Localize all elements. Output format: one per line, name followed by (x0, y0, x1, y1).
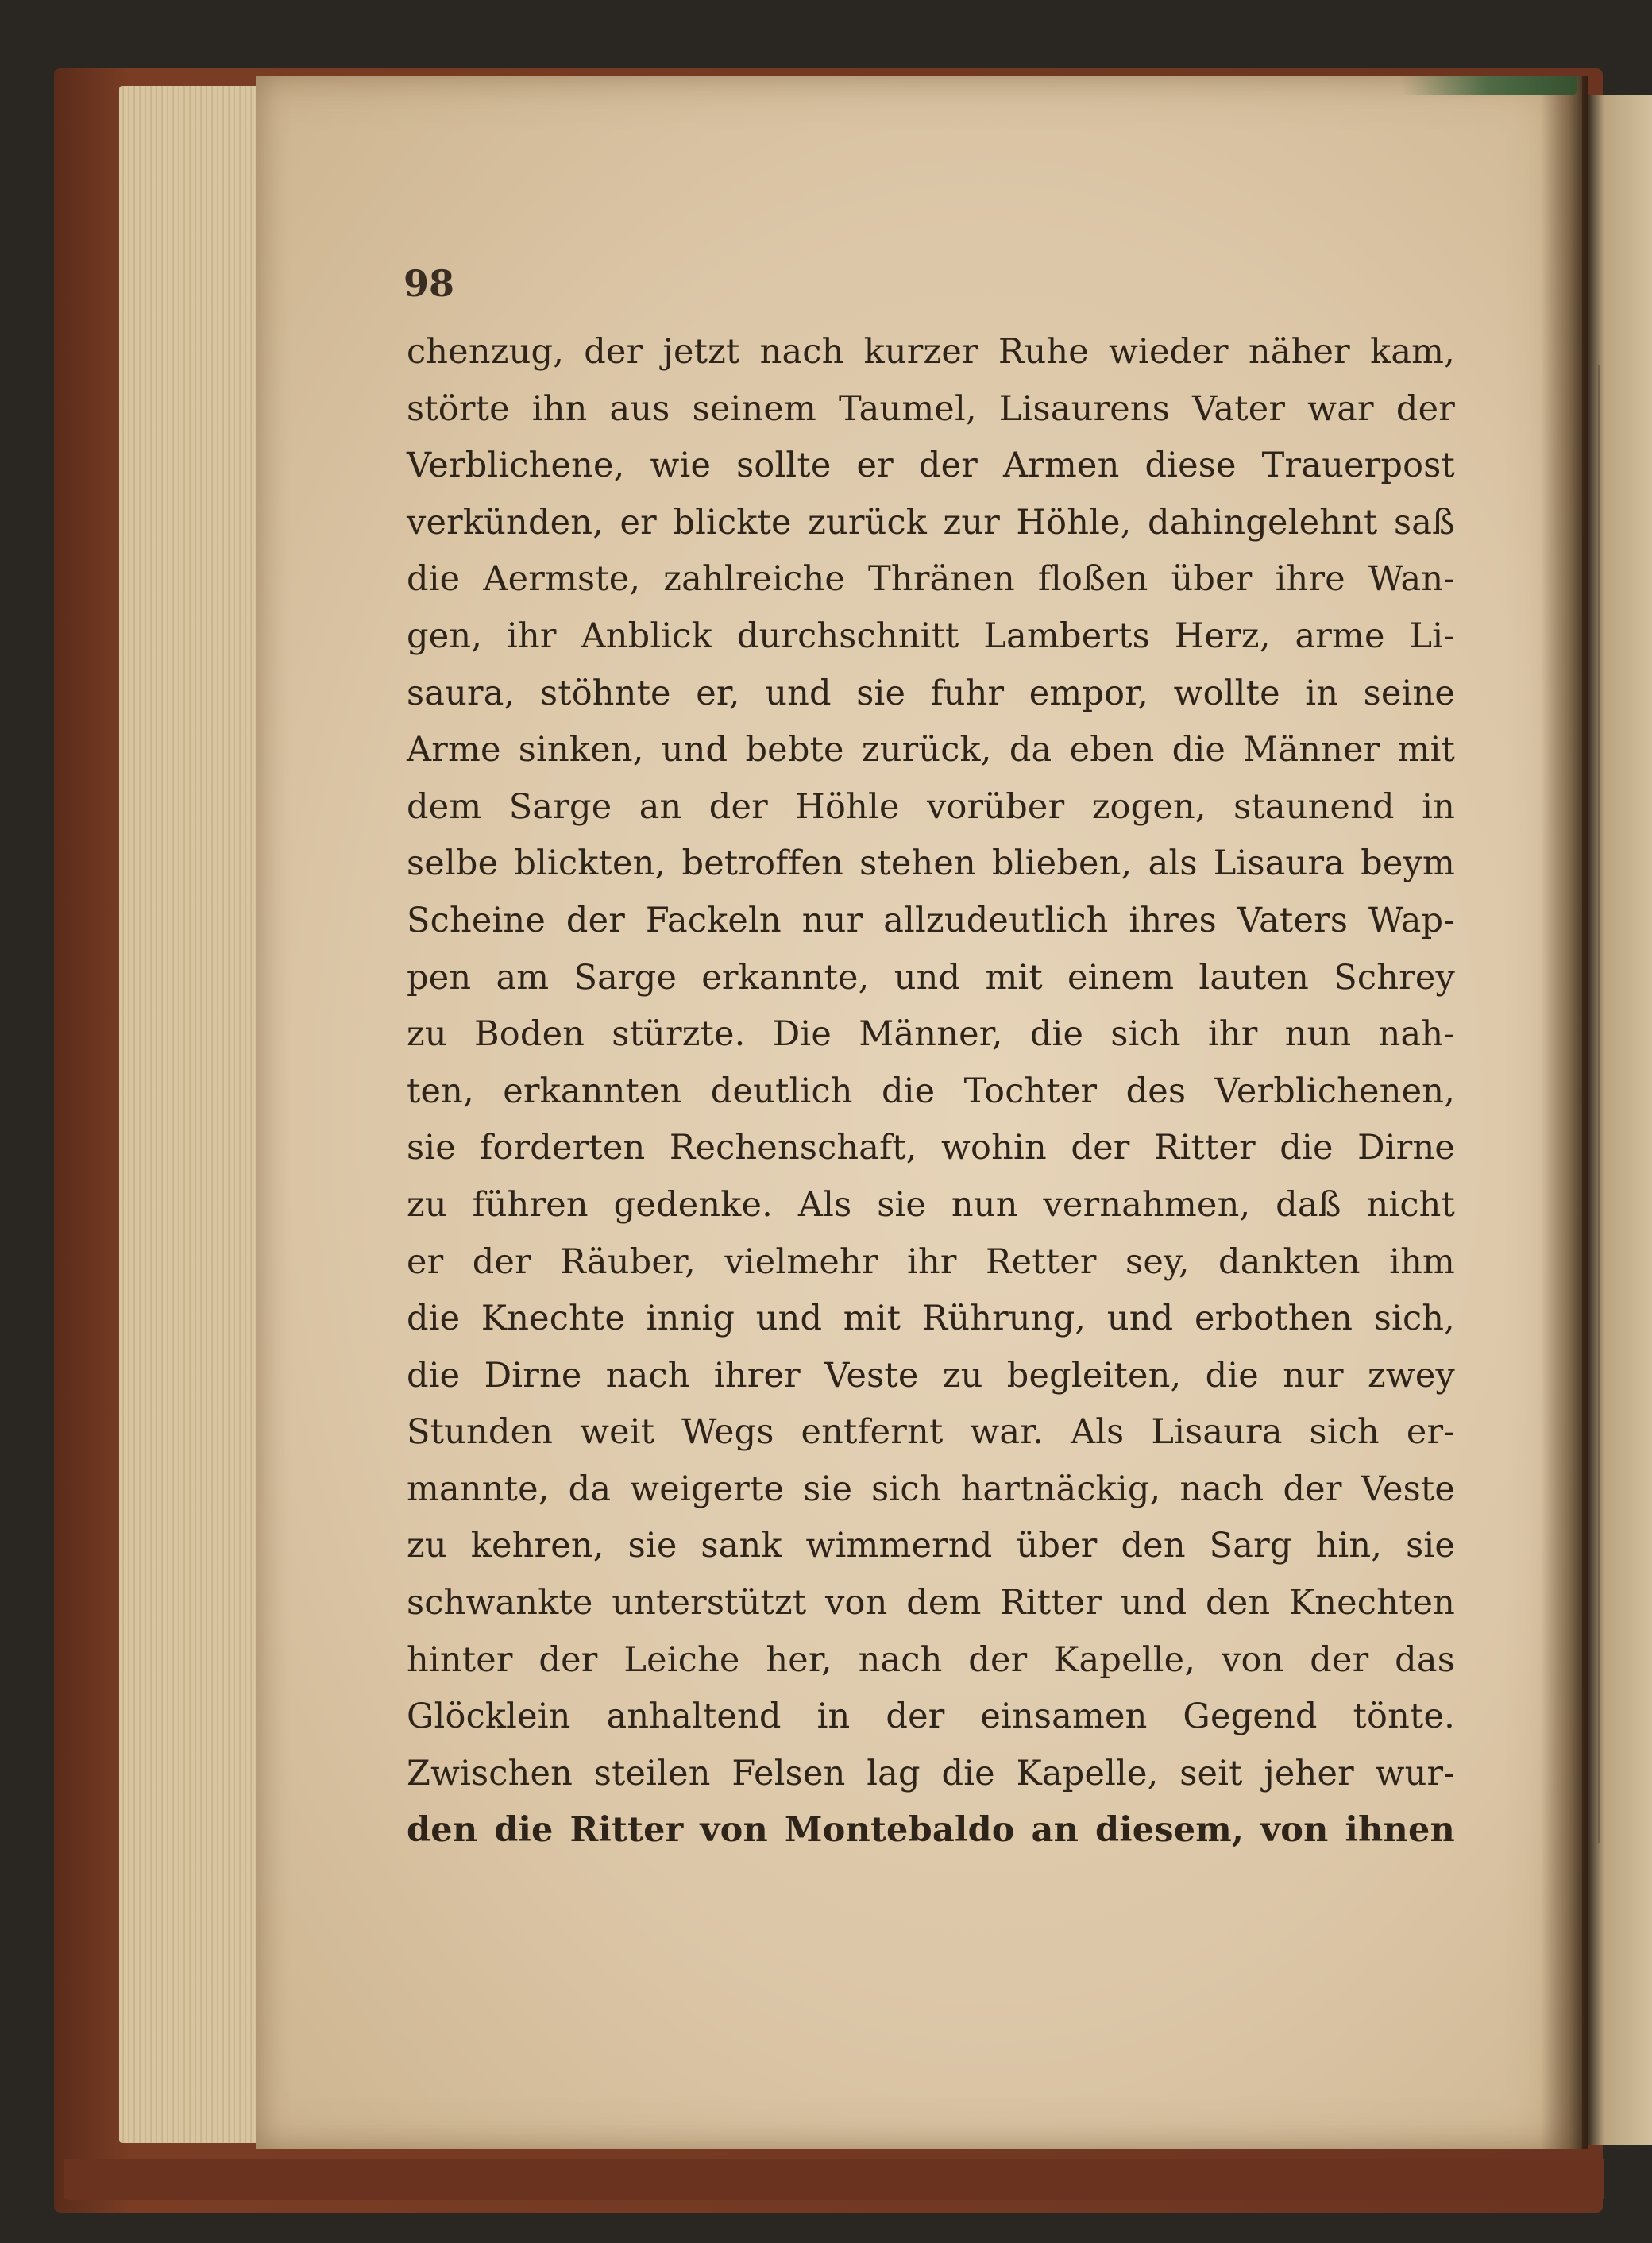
text-line: sie forderten Rechenschaft, wohin der Ritter die Dirne (407, 1128, 1455, 1168)
text-line: Glöcklein anhaltend in der einsamen Gegend tönte. (407, 1697, 1455, 1737)
page-text (407, 324, 1455, 1859)
text-line: zu Boden stürzte. Die Männer, die sich ihr nun nah- (407, 1014, 1455, 1055)
text-line: Scheine der Fackeln nur allzudeutlich ihres Vaters Wap- (407, 900, 1455, 940)
text-line: chenzug, der jetzt nach kurzer Ruhe wieder näher kam, (407, 332, 1455, 372)
text-line: ten, erkannten deutlich die Tochter des Verblichenen, (407, 1071, 1455, 1111)
text-line: selbe blickten, betroffen stehen blieben, als Lisaura beym (407, 844, 1455, 884)
text-line: den die Ritter von Montebaldo an diesem, von ihnen (407, 1810, 1455, 1851)
text-line: zu kehren, sie sank wimmernd über den Sarg hin, sie (407, 1526, 1455, 1566)
text-line: die Knechte innig und mit Rührung, und erbothen sich, (407, 1299, 1455, 1339)
text-line: die Dirne nach ihrer Veste zu begleiten, die nur zwey (407, 1355, 1455, 1396)
text-line: Stunden weit Wegs entfernt war. Als Lisaura sich er- (407, 1412, 1455, 1453)
bookmark-ribbon (1402, 76, 1577, 95)
text-line: pen am Sarge erkannte, und mit einem lauten Schrey (407, 957, 1455, 998)
text-line: hinter der Leiche her, nach der Kapelle, von der das (407, 1639, 1455, 1680)
text-line: mannte, da weigerte sie sich hartnäckig, nach der Veste (407, 1469, 1455, 1509)
text-line: Arme sinken, und bebte zurück, da eben die Männer mit (407, 730, 1455, 770)
page-edges (119, 86, 270, 2143)
text-line: Verblichene, wie sollte er der Armen diese Trauerpost (407, 446, 1455, 486)
text-line: Zwischen steilen Felsen lag die Kapelle, seit jeher wur- (407, 1753, 1455, 1793)
text-line: schwankte unterstützt von dem Ritter und den Knechten (407, 1583, 1455, 1623)
page-number: 98 (403, 262, 455, 305)
text-line: verkünden, er blickte zurück zur Höhle, dahingelehnt saß (407, 502, 1455, 542)
text-line: die Aermste, zahlreiche Thränen floßen über ihre Wan- (407, 559, 1455, 600)
text-line: saura, stöhnte er, und sie fuhr empor, wollte in seine (407, 673, 1455, 713)
page-gutter (1541, 76, 1588, 2149)
text-line: störte ihn aus seinem Taumel, Lisaurens Vater war der (407, 388, 1455, 429)
text-line: zu führen gedenke. Als sie nun vernahmen, daß nicht (407, 1184, 1455, 1225)
book-cover-edge (64, 2159, 1604, 2200)
facing-page-margin (1598, 365, 1648, 1843)
text-line: gen, ihr Anblick durchschnitt Lamberts Herz, arme Li- (407, 616, 1455, 656)
text-line: er der Räuber, vielmehr ihr Retter sey, dankten ihm (407, 1241, 1455, 1282)
text-line: dem Sarge an der Höhle vorüber zogen, staunend in (407, 786, 1455, 827)
